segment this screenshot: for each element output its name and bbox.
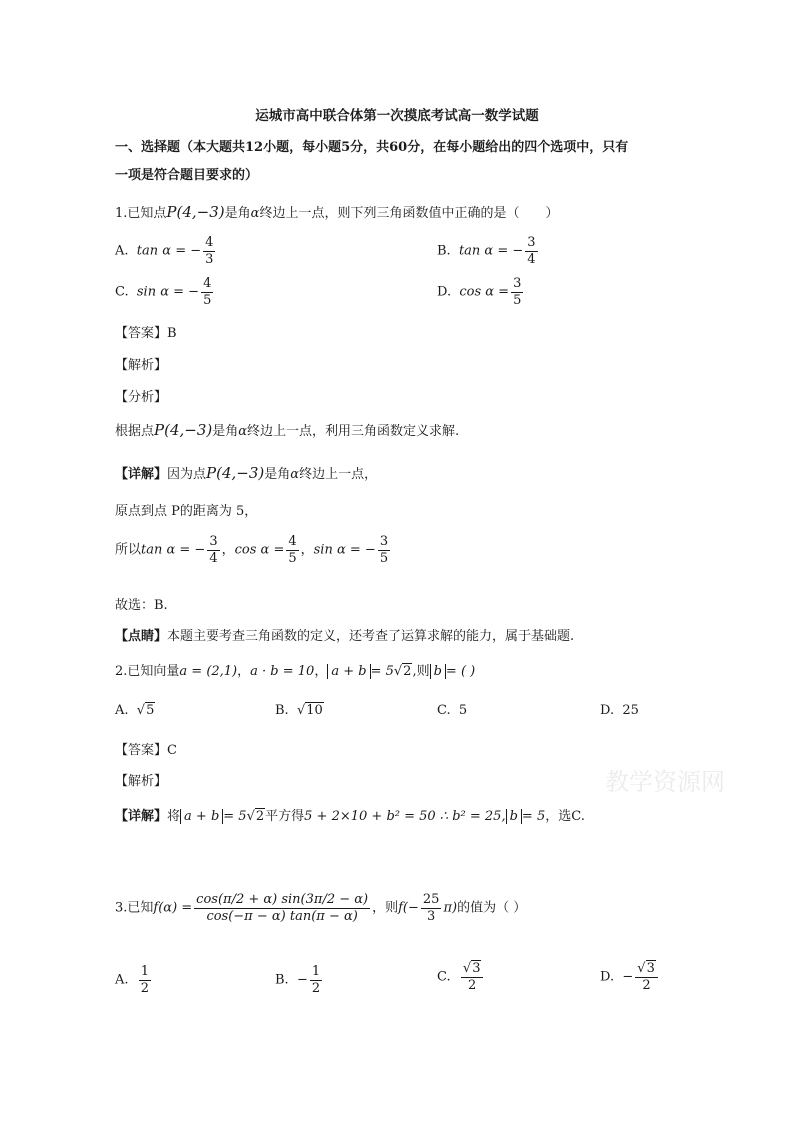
section-header-line1: 一、选择题（本大题共12小题，每小题5分，共60分，在每小题给出的四个选项中，只有: [115, 140, 629, 155]
q1-choose: 故选：B.: [115, 598, 168, 613]
q1-point: P(4,−3): [166, 203, 225, 221]
q2-option-d: D. 25: [600, 703, 639, 718]
page-title: 运城市高中联合体第一次摸底考试高一数学试题: [255, 108, 539, 124]
q1-option-b: B. tan α = − $\frac{3}{4}$: [437, 235, 536, 267]
q2-detail: 【详解】将 a + b = 5√2平方得5 + 2×10 + b² = 50 ∴ b² = 25, b = 5，选C.: [115, 809, 585, 824]
q2-option-a: A. √5: [115, 703, 155, 718]
q1-fenxi-label: 【分析】: [115, 390, 168, 405]
q3-stem: 3.已知f(α) = $\frac{\cos(\pi/2 + \alpha) \sin(3\pi/2 - \alpha)}{\cos(-\pi - \alpha) \tan(\pi - \alpha)}$ ，则f(− $\frac{25}{3}$ π)的值为（ ）: [115, 892, 527, 924]
q1-dianjing: 【点睛】本题主要考查三角函数的定义，还考查了运算求解的能力，属于基础题.: [115, 629, 575, 644]
q3-option-a: A. $\frac{1}{2}$: [115, 964, 150, 996]
q3-option-c: C. $\frac{√3}{2}$: [437, 962, 485, 992]
q1-option-c: C. sin α = − $\frac{4}{5}$: [115, 276, 212, 308]
q2-option-b: B. √10: [275, 703, 323, 718]
q1-option-a: A. tan α = − $\frac{4}{3}$: [115, 235, 214, 267]
q2-answer: 【答案】C: [115, 743, 177, 758]
q3-option-b: B. − $\frac{1}{2}$: [275, 964, 321, 996]
watermark: 教学资源网: [605, 768, 725, 796]
q1-distance: 原点到点 P的距离为 5，: [115, 504, 258, 519]
q1-detail: 【详解】因为点P(4,−3)是角α终边上一点，: [115, 464, 378, 482]
q1-fenxi-text: 根据点P(4,−3)是角α终边上一点，利用三角函数定义求解.: [115, 421, 460, 439]
q2-stem: 2.已知向量a = (2,1)，a · b = 10， a + b = 5√2,则 b = ( ): [115, 664, 476, 679]
q3-option-d: D. − $\frac{√3}{2}$: [600, 962, 660, 992]
q1-values-line: 所以tan α = − $\frac{3}{4}$ ，cos α = $\frac{4}{5}$ ，sin α = − $\frac{3}{5}$: [115, 534, 389, 566]
q2-option-c: C. 5: [437, 703, 468, 718]
q1-option-d: D. cos α = $\frac{3}{5}$: [437, 276, 522, 308]
q1-analysis-label: 【解析】: [115, 358, 168, 373]
q2-analysis-label: 【解析】: [115, 774, 168, 789]
q1-answer: 【答案】B: [115, 326, 177, 341]
section-header-line2: 一项是符合题目要求的）: [115, 168, 259, 183]
q1-stem: 1.已知点P(4,−3)是角α终边上一点，则下列三角函数值中正确的是（ ）: [115, 203, 559, 221]
